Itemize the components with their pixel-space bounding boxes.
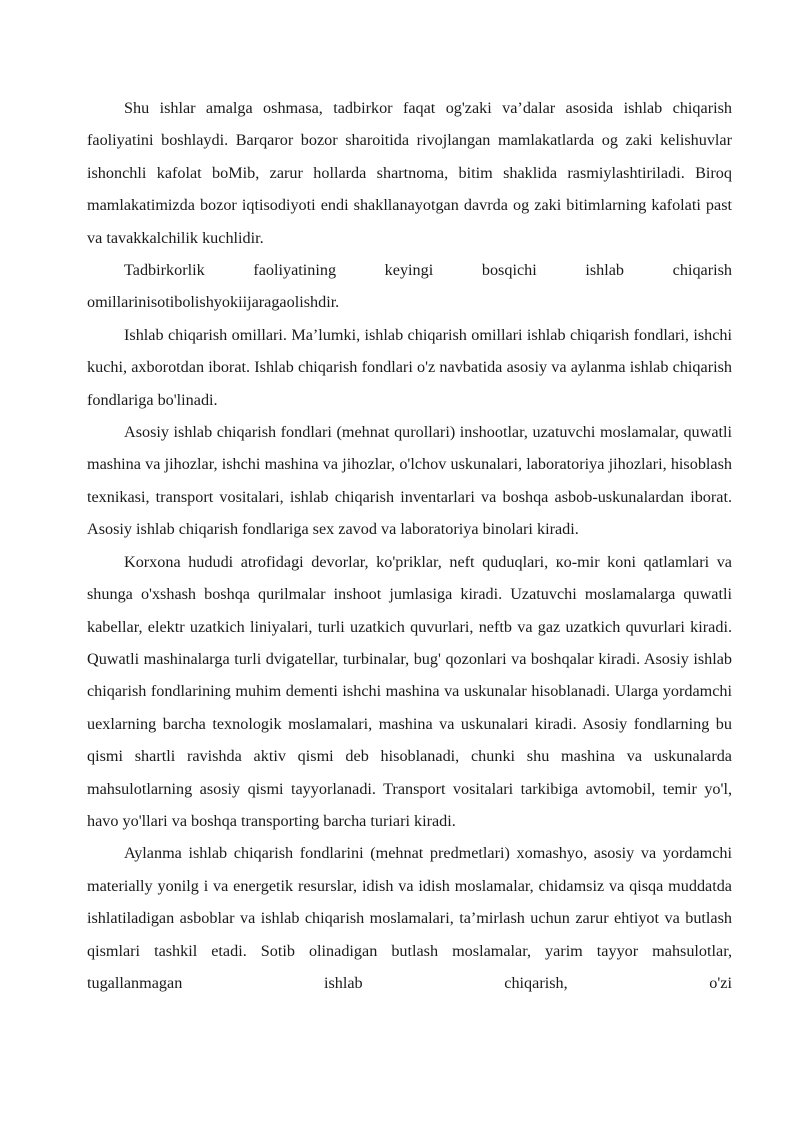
paragraph-4: Asosiy ishlab chiqarish fondlari (mehnat qurollari) inshootlar, uzatuvchi moslamalar, quwatli mashina va jihozlar, ishchi mashina va jihozlar, o'lchov uskunalari, laboratoriya jihozlari, hisoblash texnikasi, transport vositalari, ishlab chiqarish inventarlari va boshqa asbob-uskunalardan iborat. Asosiy ishlab chiqarish fondlariga sex zavod va laboratoriya binolari kiradi. [87,423,732,539]
paragraph-1: Shu ishlar amalga oshmasa, tadbirkor faqat og'zaki va’dalar asosida ishlab chiqarish faoliyatini boshlaydi. Barqaror bozor sharoitida rivojlangan mamlakatlarda og zaki kelishuvlar ishonchli kafolat boMib, zarur hollarda shartnoma, bitim shaklida rasmiylashtiriladi. Biroq mamlakatimizda bozor iqtisodiyoti endi shakllanayotgan davrda og zaki bitimlarning kafolati past va tavakkalchilik kuchlidir. [87,99,732,247]
paragraph-3: Ishlab chiqarish omillari. Ma’lumki, ishlab chiqarish omillari ishlab chiqarish fondlari, ishchi kuchi, axborotdan iborat. Ishlab chiqarish fondlari o'z navbatida asosiy va aylanma ishlab chiqarish fondlariga bo'linadi. [87,325,732,409]
paragraph-5: Korxona hududi atrofidagi devorlar, ko'priklar, neft quduqlari, кo-mir koni qatlamlari va shunga o'xshash boshqa qurilmalar inshoot jumlasiga kiradi. Uzatuvchi moslamalarga quwatli kabellar, elektr uzatkich liniyalari, turli uzatkich quvurlari, neftb va gaz uzatkich quvurlari kiradi. Quwatli mashinalarga turli dvigatellar, turbinalar, bug' qozonlari va boshqalar kiradi. Asosiy ishlab chiqarish fondlarining muhim dementi ishchi mashina va uskunalar hisoblanadi. Ularga yordamchi uexlarning barcha texnologik moslamalari, mashina va uskunalari kiradi. Asosiy fondlarning bu qismi shartli ravishda aktiv qismi deb hisoblanadi, chunki shu mashina va uskunalarda mahsulotlarning asosiy qismi tayyorlanadi. Transport vositalari tarkibiga avtomobil, temir yo'l, havo yo'llari va boshqa transporting barcha turiari kiradi. [87,552,732,830]
paragraph-2: Tadbirkorlik faoliyatining keyingi bosqichi ishlab chiqarish omillarinisotibolishyokiijaragaolishdir. [87,261,732,312]
paragraph-6: Aylanma ishlab chiqarish fondlarini (mehnat predmetlari) xomashyo, asosiy va yordamchi materially yonilg i va energetik resurslar, idish va idish moslamalar, chidamsiz va qisqa muddatda ishlatiladigan asboblar va ishlab chiqarish moslamalari, ta’mirlash uchun zarur ehtiyot va butlash qismlari tashkil etadi. Sotib olinadigan butlash moslamalar, yarim tayyor mahsulotlar, tugallanmagan ishlab chiqarish, o'zi [87,844,732,992]
